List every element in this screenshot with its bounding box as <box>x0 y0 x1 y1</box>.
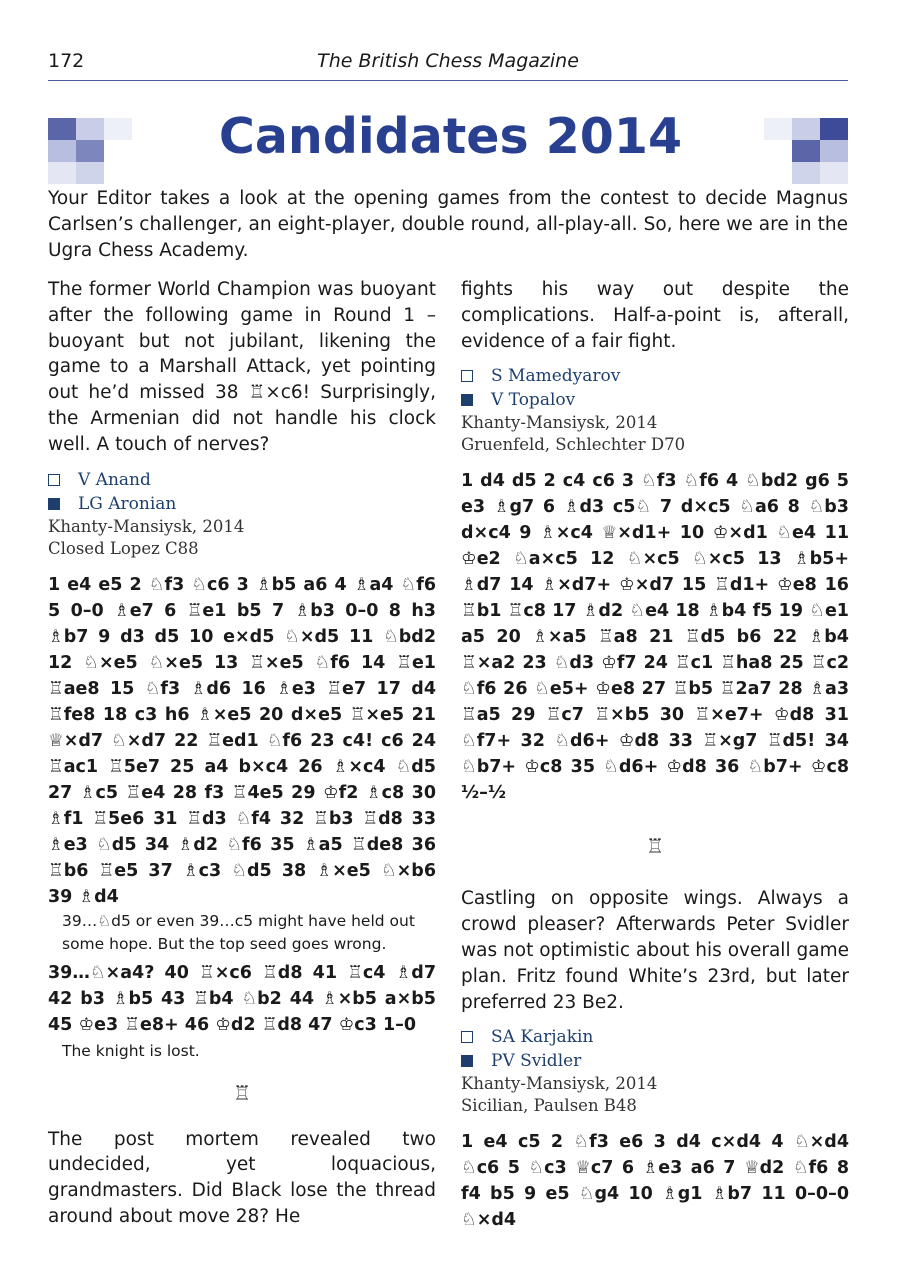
game-moves: 1 e4 c5 2 ♘f3 e6 3 d4 c×d4 4 ♘×d4 ♘c6 5 ♘c3 ♕c7 6 ♗e3 a6 7 ♕d2 ♘f6 8 f4 b5 9 e5 ♘g4 10 ♗g1 ♗b7 11 0–0–0 ♘×d4 <box>461 1132 849 1231</box>
rook-ornament-icon: ♖ <box>646 834 664 859</box>
left-column <box>48 277 436 1230</box>
intro-paragraph: The former World Champion was buoyant after the following game in Round 1 – buoyant but not jubilant, likening the game to a Marshall Attack, yet pointing out he’d missed 38 ♖×c6! Surprisingly, the Armenian did not handle his clock well. A touch of nerves? <box>48 279 436 455</box>
game-note: 39…♘d5 or even 39…c5 might have held out some hope. But the top seed goes wrong. <box>62 911 415 953</box>
white-player: V Anand <box>48 468 436 492</box>
standfirst: Your Editor takes a look at the opening games from the contest to decide Magnus Carlsen’s challenger, an eight-player, double round, all-play-all. So, here we are in the Ugra Chess Academy. <box>48 188 848 261</box>
black-player: V Topalov <box>461 388 849 412</box>
post-mortem-paragraph: The post mortem revealed two undecided, yet loquacious, grandmasters. Did Black lose the thread around about move 28? He <box>48 1128 436 1227</box>
running-header <box>48 48 848 81</box>
game-opening: Closed Lopez C88 <box>48 538 199 558</box>
page-number: 172 <box>48 50 85 72</box>
game-moves: 1 e4 e5 2 ♘f3 ♘c6 3 ♗b5 a6 4 ♗a4 ♘f6 5 0–0 ♗e7 6 ♖e1 b5 7 ♗b3 0–0 8 h3 ♗b7 9 d3 d5 10 e×d5 ♘×d5 11 ♘bd2 12 ♘×e5 ♘×e5 13 ♖×e5 ♘f6 14 ♖e1 ♖ae8 15 ♘f3 ♗d6 16 ♗e3 ♖e7 17 d4 ♖fe8 18 c3 h6 ♗×e5 20 d×e5 ♖×e5 21 ♕×d7 ♘×d7 22 ♖ed1 ♘f6 23 c4! c6 24 ♖ac1 ♖5e7 25 a4 b×c4 26 ♗×c4 ♘d5 27 ♗c5 ♖e4 28 f3 ♖4e5 29 ♔f2 ♗c8 30 ♗f1 ♖5e6 31 ♖d3 ♘f4 32 ♖b3 ♖d8 33 ♗e3 ♘d5 34 ♗d2 ♘f6 35 ♗a5 ♖de8 36 ♖b6 ♖e5 37 ♗c3 ♘d5 38 ♗×e5 ♘×b6 39 ♗d4 <box>48 574 436 907</box>
game-event: Khanty-Mansiysk, 2014 <box>48 516 245 536</box>
game-event: Khanty-Mansiysk, 2014 <box>461 413 658 433</box>
white-square-icon <box>461 370 473 382</box>
black-square-icon <box>461 1055 473 1067</box>
continued-paragraph: fights his way out despite the complications. Half-a-point is, afterall, evidence of a fair fight. <box>461 279 849 352</box>
game-moves-continued: 39…♘×a4? 40 ♖×c6 ♖d8 41 ♖c4 ♗d7 42 b3 ♗b5 43 ♖b4 ♘b2 44 ♗×b5 a×b5 45 ♔e3 ♖e8+ 46 ♔d2 ♖d8 47 ♔c3 1–0 <box>48 962 436 1035</box>
game-opening: Sicilian, Paulsen B48 <box>461 1096 637 1116</box>
black-square-icon <box>48 498 60 510</box>
black-player: PV Svidler <box>461 1049 849 1073</box>
castling-paragraph: Castling on opposite wings. Always a crowd pleaser? Afterwards Peter Svidler was not optimistic about his overall game plan. Fritz found White’s 23rd, but later preferred 23 Be2. <box>461 888 849 1013</box>
white-player: SA Karjakin <box>461 1025 849 1049</box>
game-note-final: The knight is lost. <box>62 1041 200 1060</box>
game-opening: Gruenfeld, Schlechter D70 <box>461 435 686 455</box>
game-moves: 1 d4 d5 2 c4 c6 3 ♘f3 ♘f6 4 ♘bd2 g6 5 e3 ♗g7 6 ♗d3 c5♘ 7 d×c5 ♘a6 8 ♘b3 d×c4 9 ♗×c4 ♕×d1+ 10 ♔×d1 ♘e4 11 ♔e2 ♘a×c5 12 ♘×c5 ♘×c5 13 ♗b5+ ♗d7 14 ♗×d7+ ♔×d7 15 ♖d1+ ♔e8 16 ♖b1 ♖c8 17 ♗d2 ♘e4 18 ♗b4 f5 19 ♘e1 a5 20 ♗×a5 ♖a8 21 ♖d5 b6 22 ♗b4 ♖×a2 23 ♘d3 ♔f7 24 ♖c1 ♖ha8 25 ♖c2 ♘f6 26 ♘e5+ ♔e8 27 ♖b5 ♖2a7 28 ♗a3 ♖a5 29 ♖c7 ♖×b5 30 ♖×e7+ ♔d8 31 ♘f7+ 32 ♘d6+ ♔d8 33 ♖×g7 ♖d5! 34 ♘b7+ ♔c8 35 ♘d6+ ♔d8 36 ♘b7+ ♔c8 ½–½ <box>461 471 849 804</box>
black-player: LG Aronian <box>48 492 436 516</box>
game-event: Khanty-Mansiysk, 2014 <box>461 1074 658 1094</box>
black-square-icon <box>461 394 473 406</box>
white-square-icon <box>48 474 60 486</box>
rook-ornament-icon: ♖ <box>233 1080 251 1105</box>
article-title: Candidates 2014 <box>218 108 683 165</box>
right-column <box>461 277 849 1233</box>
white-player: S Mamedyarov <box>461 364 849 388</box>
white-square-icon <box>461 1031 473 1043</box>
magazine-title: The British Chess Magazine <box>317 50 579 72</box>
